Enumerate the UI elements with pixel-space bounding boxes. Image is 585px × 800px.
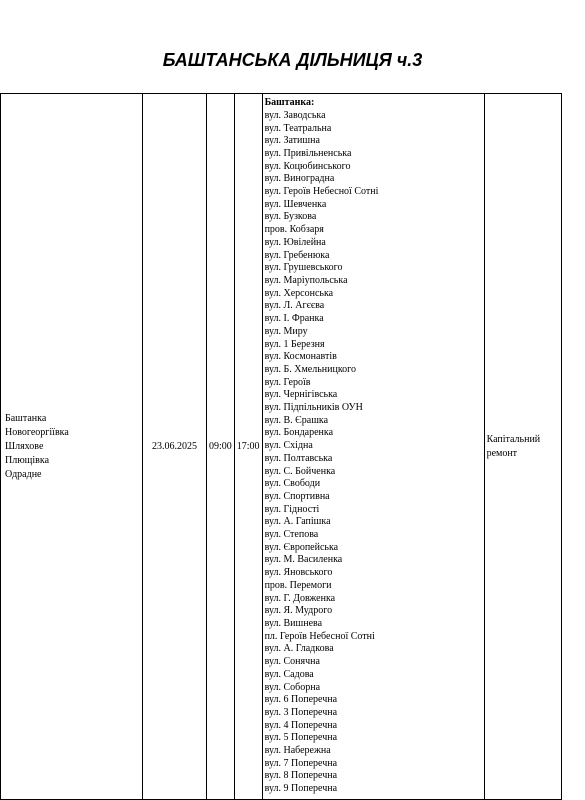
- street-item: вул. Свободи: [264, 478, 321, 490]
- street-item: вул. Чернігівська: [264, 389, 338, 401]
- street-item: вул. І. Франка: [264, 313, 324, 325]
- street-item: вул. Привільненська: [264, 147, 352, 159]
- reason-line: ремонт: [486, 447, 518, 459]
- date-cell: 23.06.2025: [143, 94, 207, 800]
- outage-schedule-table: [0, 93, 562, 800]
- street-item: пл. Героїв Небесної Сотні: [264, 630, 375, 642]
- street-item: вул. Бондаренка: [264, 427, 334, 439]
- street-item: вул. Я. Мудрого: [264, 605, 333, 617]
- street-item: вул. Гідності: [264, 503, 320, 515]
- street-item: вул. А. Гапішка: [264, 516, 331, 528]
- street-item: вул. Героїв Небесної Сотні: [264, 186, 379, 198]
- reason-cell: [484, 94, 561, 800]
- street-item: вул. Миру: [264, 325, 308, 337]
- street-item: вул. Б. Хмельницкого: [264, 363, 357, 375]
- village-name: Шляхове: [5, 440, 44, 452]
- street-item: вул. 7 Поперечна: [264, 757, 338, 769]
- street-item: вул. 1 Березня: [264, 338, 325, 350]
- table-row: [1, 94, 562, 800]
- street-item: вул. Східна: [264, 440, 313, 452]
- village-name: Одрадне: [5, 468, 42, 480]
- street-item: вул. Гребенюка: [264, 249, 330, 261]
- street-item: вул. В. Єрашка: [264, 414, 329, 426]
- settlement-name: Баштанка:: [264, 97, 315, 109]
- street-item: вул. Вишнева: [264, 617, 323, 629]
- street-item: вул. Героїв: [264, 376, 311, 388]
- street-item: пров. Кобзаря: [264, 224, 324, 236]
- reason-text: [487, 433, 559, 461]
- street-item: вул. Яновського: [264, 567, 333, 579]
- street-item: вул. Спортивна: [264, 490, 330, 502]
- street-item: вул. Затишна: [264, 135, 320, 147]
- street-item: вул. Маріупольська: [264, 275, 348, 286]
- end-time-cell: 17:00: [234, 94, 262, 800]
- street-item: вул. Садова: [264, 668, 314, 680]
- street-item: вул. Коцюбинського: [264, 160, 351, 172]
- street-item: вул. Бузкова: [264, 211, 317, 223]
- villages-cell: [1, 94, 143, 800]
- street-item: вул. 4 Поперечна: [264, 719, 338, 731]
- street-item: вул. Сонячна: [264, 656, 320, 668]
- street-item: вул. С. Бойченка: [264, 465, 336, 477]
- village-name: Плющівка: [5, 454, 50, 466]
- reason-line: Капітальний: [486, 433, 541, 445]
- street-item: вул. 5 Поперечна: [264, 732, 338, 744]
- street-item: вул. Соборна: [264, 681, 321, 693]
- street-item: вул. Л. Агєєва: [264, 300, 325, 312]
- page-title: БАШТАНСЬКА ДІЛЬНИЦЯ ч.3: [162, 50, 423, 70]
- street-item: вул. Степова: [264, 529, 319, 541]
- street-item: вул. М. Василенка: [264, 554, 343, 566]
- street-item: вул. Г. Довженка: [264, 592, 336, 604]
- street-item: вул. А. Гладкова: [264, 643, 334, 655]
- village-name: Баштанка: [5, 412, 47, 424]
- street-item: вул. Космонавтів: [264, 351, 337, 363]
- street-item: вул. Полтавська: [264, 452, 333, 464]
- streets-cell: [262, 94, 484, 800]
- street-item: вул. 8 Поперечна: [264, 770, 338, 782]
- streets-list: [265, 110, 482, 796]
- street-item: вул. Грушевського: [264, 262, 343, 274]
- street-item: вул. Херсонська: [264, 287, 334, 299]
- street-item: пров. Перемоги: [264, 579, 332, 591]
- street-item: вул. 3 Поперечна: [264, 706, 338, 718]
- street-item: вул. Виноградна: [264, 173, 335, 185]
- street-item: вул. Європейська: [264, 541, 339, 553]
- street-item: вул. 6 Поперечна: [264, 694, 338, 706]
- street-item: вул. Шевченка: [264, 198, 327, 210]
- village-name: Новогеоргіївка: [5, 426, 69, 438]
- street-item: вул. Набережна: [264, 745, 331, 757]
- street-item: вул. Театральна: [264, 122, 332, 134]
- street-item: вул. Заводська: [264, 109, 326, 121]
- street-item: вул. Підпільників ОУН: [264, 402, 363, 414]
- street-item: вул. 9 Поперечна: [264, 783, 338, 795]
- villages-list: [3, 412, 140, 482]
- street-item: вул. Ювілейна: [264, 236, 326, 248]
- start-time-cell: 09:00: [207, 94, 235, 800]
